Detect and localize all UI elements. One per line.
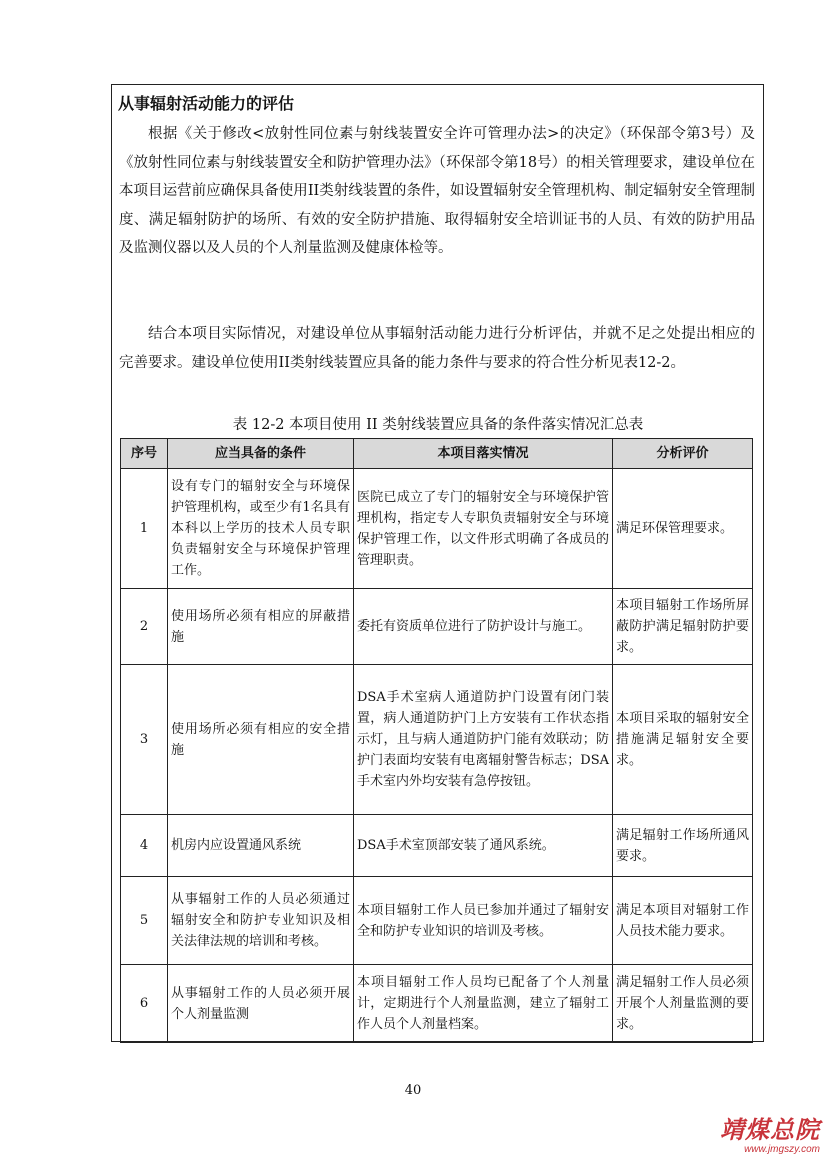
row-evaluation: 满足辐射工作场所通风要求。: [613, 815, 753, 877]
row-evaluation: 本项目辐射工作场所屏蔽防护满足辐射防护要求。: [613, 589, 753, 665]
row-status: 本项目辐射工作人员均已配备了个人剂量计，定期进行个人剂量监测，建立了辐射工作人员个人剂量档案。: [354, 965, 613, 1043]
page-number: 40: [404, 1083, 422, 1098]
row-no: 2: [121, 589, 168, 665]
conditions-table: [120, 438, 753, 1043]
row-no: 3: [121, 665, 168, 815]
row-condition: 机房内应设置通风系统: [168, 815, 354, 877]
paragraph-regulations: 根据《关于修改<放射性同位素与射线装置安全许可管理办法>的决定》（环保部令第3号）及《放射性同位素与射线装置安全和防护管理办法》（环保部令第18号）的相关管理要求，建设单位在本项目运营前应确保具备使用II类射线装置的条件，如设置辐射安全管理机构、制定辐射安全管理制度、满足辐射防护的场所、有效的安全防护措施、取得辐射安全培训证书的人员、有效的防护用品及监测仪器以及人员的个人剂量监测及健康体检等。: [119, 126, 755, 256]
row-status: 医院已成立了专门的辐射安全与环境保护管理机构，指定专人专职负责辐射安全与环境保护管理工作，以文件形式明确了各成员的管理职责。: [354, 469, 613, 589]
header-no: 序号: [121, 439, 168, 469]
table-header-row: [121, 439, 753, 469]
row-evaluation: 满足本项目对辐射工作人员技术能力要求。: [613, 877, 753, 965]
row-no: 1: [121, 469, 168, 589]
row-status: 本项目辐射工作人员已参加并通过了辐射安全和防护专业知识的培训及考核。: [354, 877, 613, 965]
row-condition: 从事辐射工作的人员必须开展个人剂量监测: [168, 965, 354, 1043]
table-row: [121, 589, 753, 665]
watermark-logo: 靖煤总院: [720, 1116, 820, 1144]
row-evaluation: 满足辐射工作人员必须开展个人剂量监测的要求。: [613, 965, 753, 1043]
row-no: 5: [121, 877, 168, 965]
row-no: 4: [121, 815, 168, 877]
table-row: [121, 665, 753, 815]
row-status: DSA手术室顶部安装了通风系统。: [354, 815, 613, 877]
paragraph-analysis: 结合本项目实际情况，对建设单位从事辐射活动能力进行分析评估，并就不足之处提出相应的完善要求。建设单位使用II类射线装置应具备的能力条件与要求的符合性分析见表12-2。: [119, 326, 755, 371]
header-evaluation: 分析评价: [613, 439, 753, 469]
watermark: [708, 1116, 820, 1156]
table-row: [121, 965, 753, 1043]
row-evaluation: 满足环保管理要求。: [613, 469, 753, 589]
row-condition: 从事辐射工作的人员必须通过辐射安全和防护专业知识及相关法律法规的培训和考核。: [168, 877, 354, 965]
row-condition: 使用场所必须有相应的安全措施: [168, 665, 354, 815]
header-status: 本项目落实情况: [354, 439, 613, 469]
header-condition: 应当具备的条件: [168, 439, 354, 469]
row-status: DSA手术室病人通道防护门设置有闭门装置，病人通道防护门上方安装有工作状态指示灯，且与病人通道防护门能有效联动；防护门表面均安装有电离辐射警告标志；DSA手术室内外均安装有急停按钮。: [354, 665, 613, 815]
table-caption: 表 12-2 本项目使用 II 类射线装置应具备的条件落实情况汇总表: [232, 417, 644, 433]
row-condition: 设有专门的辐射安全与环境保护管理机构，或至少有1名具有本科以上学历的技术人员专职负责辐射安全与环境保护管理工作。: [168, 469, 354, 589]
row-no: 6: [121, 965, 168, 1043]
section-title: 从事辐射活动能力的评估: [118, 94, 295, 113]
table-row: [121, 469, 753, 589]
table-row: [121, 815, 753, 877]
table-row: [121, 877, 753, 965]
row-evaluation: 本项目采取的辐射安全措施满足辐射安全要求。: [613, 665, 753, 815]
row-status: 委托有资质单位进行了防护设计与施工。: [354, 589, 613, 665]
row-condition: 使用场所必须有相应的屏蔽措施: [168, 589, 354, 665]
watermark-url: www.jmgszy.com: [744, 1144, 820, 1155]
